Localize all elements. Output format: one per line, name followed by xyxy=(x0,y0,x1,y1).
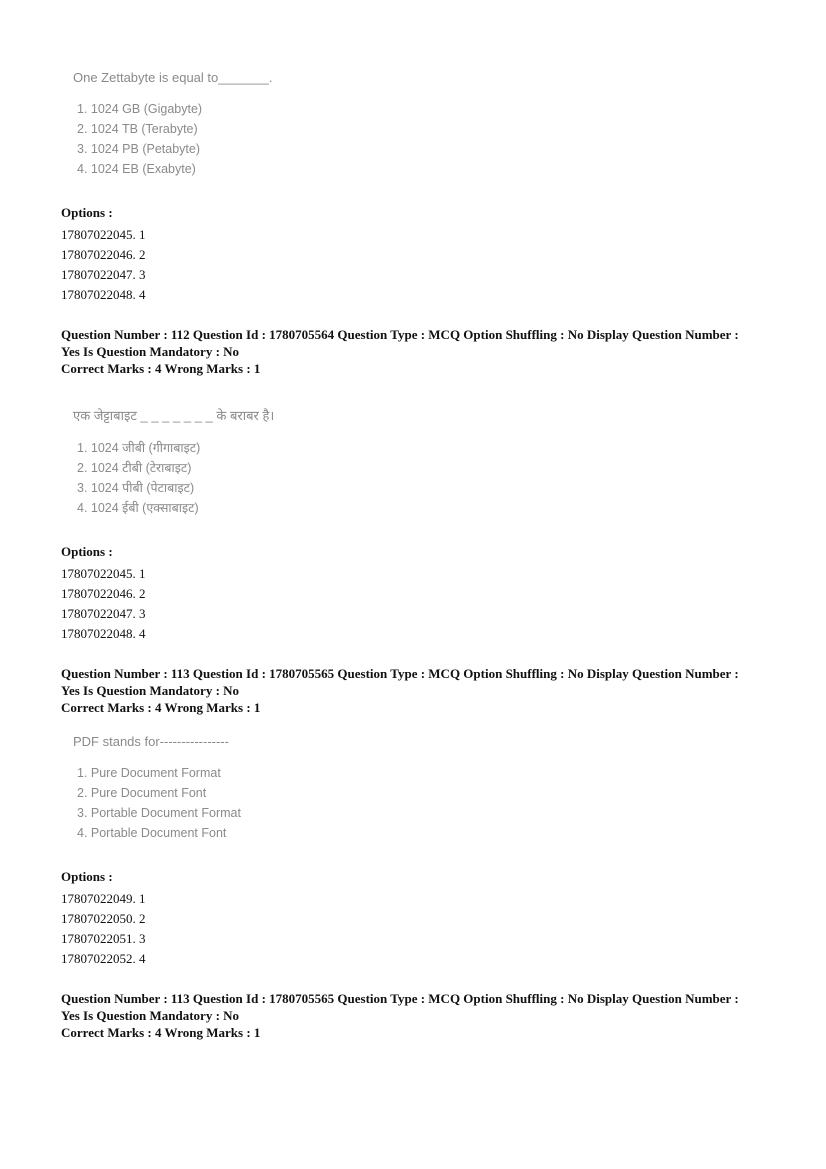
question-meta xyxy=(61,665,739,716)
option-line: 17807022048. 4 xyxy=(61,287,146,302)
question-stem: एक जेट्टाबाइट _ _ _ _ _ _ _ के बराबर है। xyxy=(73,408,275,423)
choice-item: 3. Portable Document Format xyxy=(77,806,241,820)
question-meta xyxy=(61,990,739,1041)
option-line: 17807022050. 2 xyxy=(61,911,146,926)
choice-item: 4. 1024 ईबी (एक्साबाइट) xyxy=(77,501,199,515)
meta-line: Yes Is Question Mandatory : No xyxy=(61,1008,240,1023)
meta-line: Correct Marks : 4 Wrong Marks : 1 xyxy=(61,700,261,715)
option-line: 17807022047. 3 xyxy=(61,267,146,282)
option-line: 17807022045. 1 xyxy=(61,227,146,242)
option-line: 17807022047. 3 xyxy=(61,606,146,621)
meta-line: Question Number : 112 Question Id : 1780705564 Question Type : MCQ Option Shuffling : No Display Question Number : xyxy=(61,327,739,342)
choice-item: 4. Portable Document Font xyxy=(77,826,227,840)
choice-item: 2. 1024 टीबी (टेराबाइट) xyxy=(77,461,192,475)
choice-item: 3. 1024 पीबी (पेटाबाइट) xyxy=(77,481,195,495)
meta-line: Question Number : 113 Question Id : 1780705565 Question Type : MCQ Option Shuffling : No Display Question Number : xyxy=(61,991,739,1006)
choice-item: 3. 1024 PB (Petabyte) xyxy=(77,142,200,156)
choice-item: 1. Pure Document Format xyxy=(77,766,221,780)
options-label: Options : xyxy=(61,544,113,559)
choice-item: 4. 1024 EB (Exabyte) xyxy=(77,162,196,176)
choice-list xyxy=(62,763,241,843)
options-label: Options : xyxy=(61,205,113,220)
meta-line: Yes Is Question Mandatory : No xyxy=(61,683,240,698)
choice-item: 2. 1024 TB (Terabyte) xyxy=(77,122,198,136)
option-line: 17807022046. 2 xyxy=(61,247,146,262)
meta-line: Question Number : 113 Question Id : 1780705565 Question Type : MCQ Option Shuffling : No Display Question Number : xyxy=(61,666,739,681)
option-line: 17807022052. 4 xyxy=(61,951,146,966)
choice-item: 1. 1024 जीबी (गीगाबाइट) xyxy=(77,441,201,455)
question-image xyxy=(62,70,272,179)
options-label: Options : xyxy=(61,869,113,884)
meta-line: Correct Marks : 4 Wrong Marks : 1 xyxy=(61,361,261,376)
question-stem: One Zettabyte is equal to_______. xyxy=(73,70,273,85)
meta-line: Yes Is Question Mandatory : No xyxy=(61,344,240,359)
options-block xyxy=(61,205,146,305)
choice-list xyxy=(62,438,274,518)
question-image xyxy=(62,734,241,843)
choice-item: 1. 1024 GB (Gigabyte) xyxy=(77,102,203,116)
option-line: 17807022049. 1 xyxy=(61,891,146,906)
option-line: 17807022046. 2 xyxy=(61,586,146,601)
question-stem: PDF stands for---------------- xyxy=(73,734,229,749)
question-meta xyxy=(61,326,739,377)
option-line: 17807022051. 3 xyxy=(61,931,146,946)
question-image xyxy=(62,406,274,518)
options-block xyxy=(61,544,146,644)
option-line: 17807022048. 4 xyxy=(61,626,146,641)
choice-list xyxy=(62,99,272,179)
option-line: 17807022045. 1 xyxy=(61,566,146,581)
options-block xyxy=(61,869,146,969)
choice-item: 2. Pure Document Font xyxy=(77,786,207,800)
meta-line: Correct Marks : 4 Wrong Marks : 1 xyxy=(61,1025,261,1040)
